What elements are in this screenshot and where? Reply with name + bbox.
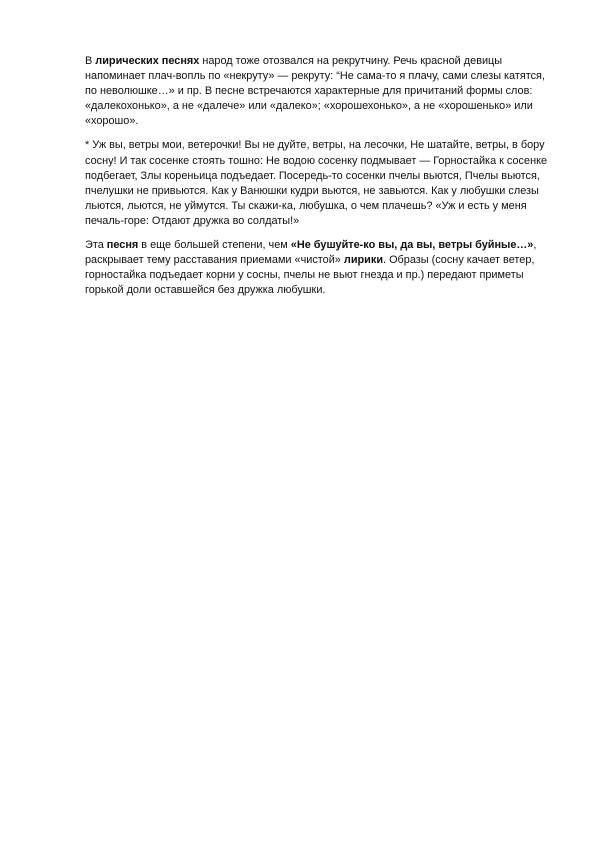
text-run: Эта: [85, 239, 107, 252]
bold-song-title: «Не бушуйте-ко вы, да вы, ветры буйные…»: [290, 239, 534, 252]
bold-term-song: песня: [106, 239, 139, 252]
document-body: [85, 54, 555, 307]
paragraph-song-analysis: [85, 238, 555, 298]
text-run: . Образы (сосну качает ветер, горностайка подъедает корни у сосны, пчелы не вьют гнезда и пр.) передают приметы горькой доли оставшейся без дружка любушки.: [85, 254, 535, 297]
paragraph-song-quote: [85, 138, 555, 229]
text-run: В: [85, 55, 96, 67]
text-run: * Уж вы, ветры мои, ветерочки! Вы не дуйте, ветры, на лесочки, Не шатайте, ветры, в бору сосну! И так сосенке стоять тошно: Не водою сосенку подмывает — Горностайка к сосенке подбегает, Злы кореньица подъедает. Посередь-то сосенки пчелы вьются, Пчелы вьются, пчелушки не привьются. Как у Ванюшки кудри вьются, не завьются. Как у любушки слезы льются, льются, не уймутся. Ты скажи-ка, любушка, о чем плачешь? «Уж и есть у меня печаль-горе: Отдают дружка во солдаты!»: [85, 139, 548, 227]
text-run: , раскрывает тему расставания приемами «чистой»: [85, 239, 537, 267]
text-run: в еще большей степени, чем: [138, 239, 291, 252]
bold-term-lyrics: лирики: [343, 254, 384, 267]
paragraph-recruitment-lyric: [85, 54, 555, 129]
text-run: народ тоже отозвался на рекрутчину. Речь красной девицы напоминает плач-вопль по «некруту» — рекруту: “Не сама-то я плачу, сами слезы катятся, по неволюшке…» и пр. В песне встречаются характерные для причитаний формы слов: «далекохонько», а не «далече» или «далеко»; «хорошехонько», а не «хорошенько» или «хорошо».: [85, 55, 545, 128]
bold-term-lyric-songs: лирических песнях: [95, 55, 200, 67]
